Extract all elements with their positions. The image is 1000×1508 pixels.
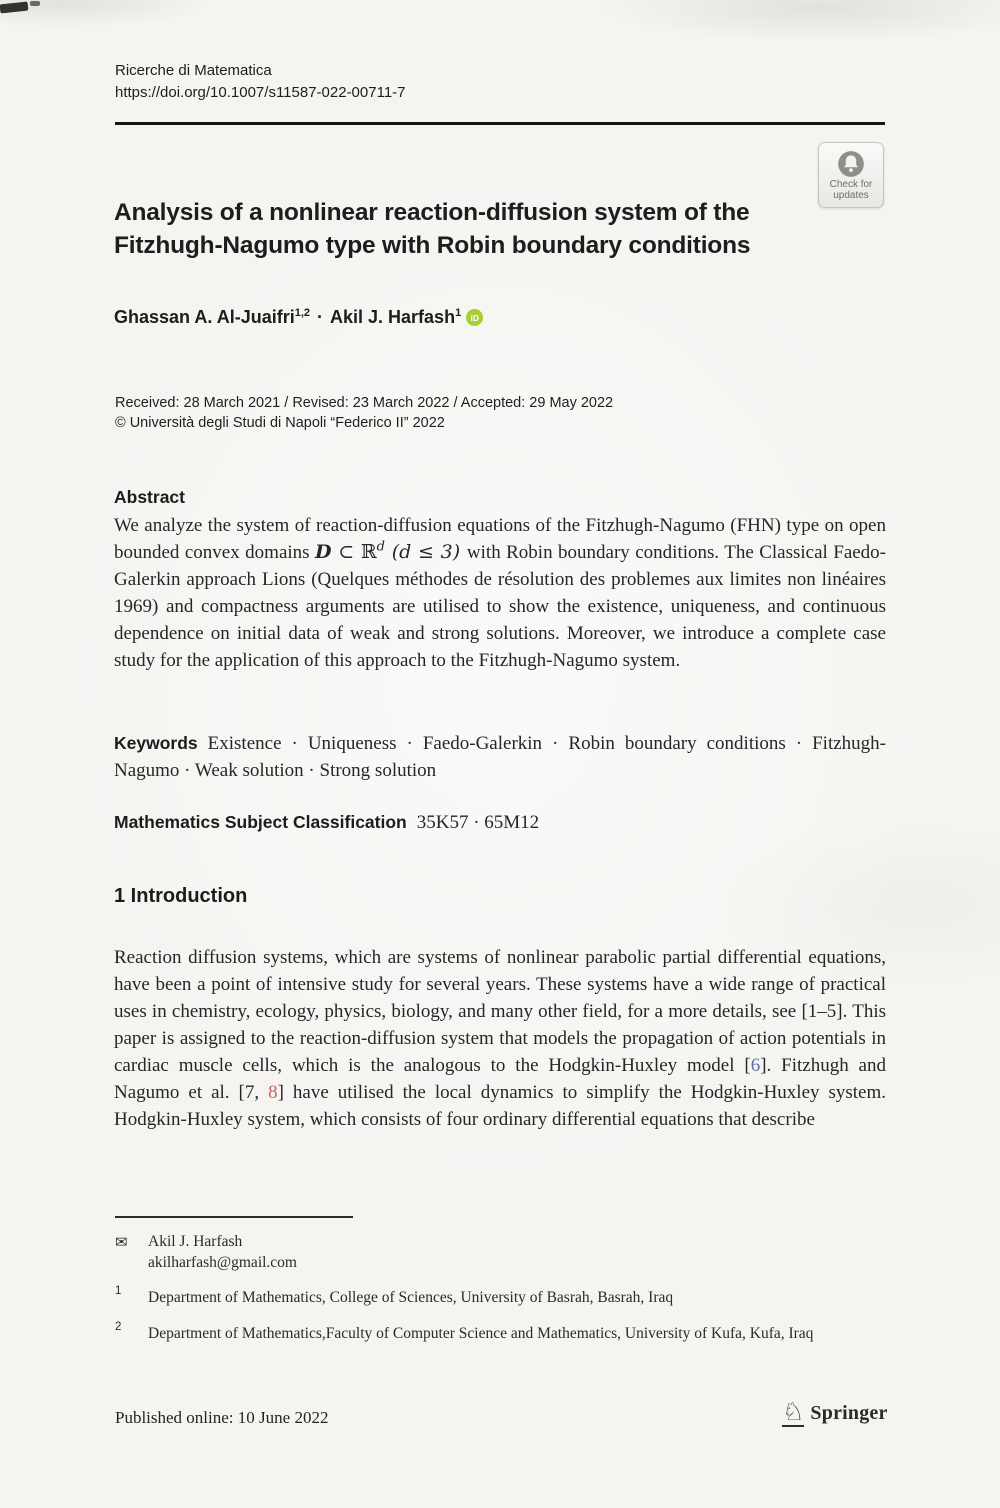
correspondence-row <box>115 1233 887 1251</box>
affiliation-2-sup: 2 <box>115 1321 122 1333</box>
citation-1-5[interactable]: 1–5 <box>807 1001 837 1022</box>
page-title <box>114 196 854 262</box>
keywords-block <box>114 730 886 784</box>
author-2: Akil J. Harfash$^1$ <box>330 307 462 327</box>
affiliation-1 <box>115 1287 887 1308</box>
msc-label: Mathematics Subject Classification <box>114 812 407 832</box>
affiliation-1-sup: 1 <box>115 1285 122 1297</box>
envelope-icon: ✉ <box>115 1233 128 1251</box>
author-2-affiliation-sup: 1 <box>455 307 462 319</box>
scan-artifact <box>30 1 40 6</box>
abstract-heading: Abstract <box>114 487 185 507</box>
footnote-divider <box>115 1216 353 1218</box>
correspondence-name: Akil J. Harfash <box>148 1233 243 1250</box>
doi-text: https://doi.org/10.1007/s11587-022-00711-7 <box>115 84 406 101</box>
badge-label-line2: updates <box>833 189 869 201</box>
published-online: Published online: 10 June 2022 <box>115 1408 329 1427</box>
correspondence-email[interactable]: akilharfash@gmail.com <box>148 1254 297 1271</box>
springer-logo[interactable] <box>782 1399 888 1427</box>
title-line1: Analysis of a nonlinear reaction-diffusion system of the <box>114 199 750 226</box>
author-separator: · <box>317 307 324 327</box>
introduction-paragraph <box>114 944 886 1133</box>
citation-separator: , <box>254 1082 269 1103</box>
author-line <box>114 307 483 328</box>
title-line2: Fitzhugh-Nagumo type with Robin boundary conditions <box>114 232 751 259</box>
abstract-text-after-math: with Robin boundary conditions. The Classical Faedo-Galerkin approach Lions (Quelques méthodes de résolution des problemes aux limites non linéaires 1969) and compactness arguments are utilised to show the existence, uniqueness, and continuous dependence on initial data of weak and strong solutions. Moreover, we introduce a complete case study for the application of this approach to the Fitzhugh-Nagumo system. <box>114 542 887 671</box>
abstract-text-before-math: We analyze the system of reaction-diffusion equations of the Fitzhugh-Nagumo (FHN) type on open bounded convex domains <box>114 515 886 563</box>
intro-text-4: ] have utilised the local dynamics to simplify the Hodgkin-Huxley system. Hodgkin-Huxley system, which consists of four ordinary differential equations that describe <box>114 1082 887 1130</box>
affiliation-2-text: Department of Mathematics,Faculty of Computer Science and Mathematics, University of Kufa, Kufa, Iraq <box>148 1325 814 1342</box>
section-heading-introduction: 1 Introduction <box>114 885 248 907</box>
msc-block <box>114 812 886 834</box>
msc-text: 35K57 · 65M12 <box>416 812 540 833</box>
intro-text-3: ]. Fitzhugh and Nagumo et al. [ <box>114 1055 886 1103</box>
bell-icon <box>837 150 865 178</box>
keywords-text: Existence · Uniqueness · Faedo-Galerkin · Robin boundary conditions · Fitzhugh-Nagumo · Weak solution · Strong solution <box>114 733 886 781</box>
badge-label-line1: Check for <box>829 178 873 190</box>
intro-text-1: Reaction diffusion systems, which are systems of nonlinear parabolic partial differential equations, have been a point of intensive study for several years. These systems have a wide range of practical uses in chemistry, ecology, physics, biology, and many other field, for a more details, see [ <box>114 947 886 1022</box>
affiliation-1-text: Department of Mathematics, College of Sciences, University of Basrah, Basrah, Iraq <box>148 1289 674 1306</box>
citation-6[interactable]: 6 <box>750 1055 761 1076</box>
header-divider <box>115 122 885 125</box>
citation-8[interactable]: 8 <box>268 1082 278 1103</box>
intro-text-2: ]. This paper is assigned to the reaction-diffusion system that models the propagation of action potentials in cardiac muscle cells, which is the analogous to the Hodgkin-Huxley model [ <box>114 1001 886 1076</box>
springer-wordmark: Springer <box>810 1401 888 1424</box>
journal-name: Ricerche di Matematica <box>115 62 272 79</box>
scan-artifact <box>0 2 28 14</box>
affiliation-2 <box>115 1323 887 1344</box>
springer-horse-icon: ♘ <box>782 1397 805 1426</box>
copyright-line: © Università degli Studi di Napoli “Federico II” 2022 <box>115 415 445 431</box>
abstract-text <box>114 512 886 674</box>
inline-math: D ⊂ ℝ$^d$ (d ≤ 3) <box>315 539 467 563</box>
keywords-label: Keywords <box>114 733 198 753</box>
footnotes-block <box>115 1233 887 1344</box>
citation-7[interactable]: 7 <box>244 1082 255 1103</box>
author-1-affiliation-sup: 1,2 <box>294 307 311 319</box>
author-1: Ghassan A. Al-Juaifri$^{1,2}$ <box>114 307 311 327</box>
orcid-icon[interactable]: iD <box>466 309 483 326</box>
article-history: Received: 28 March 2021 / Revised: 23 March 2022 / Accepted: 29 May 2022 <box>115 395 614 411</box>
